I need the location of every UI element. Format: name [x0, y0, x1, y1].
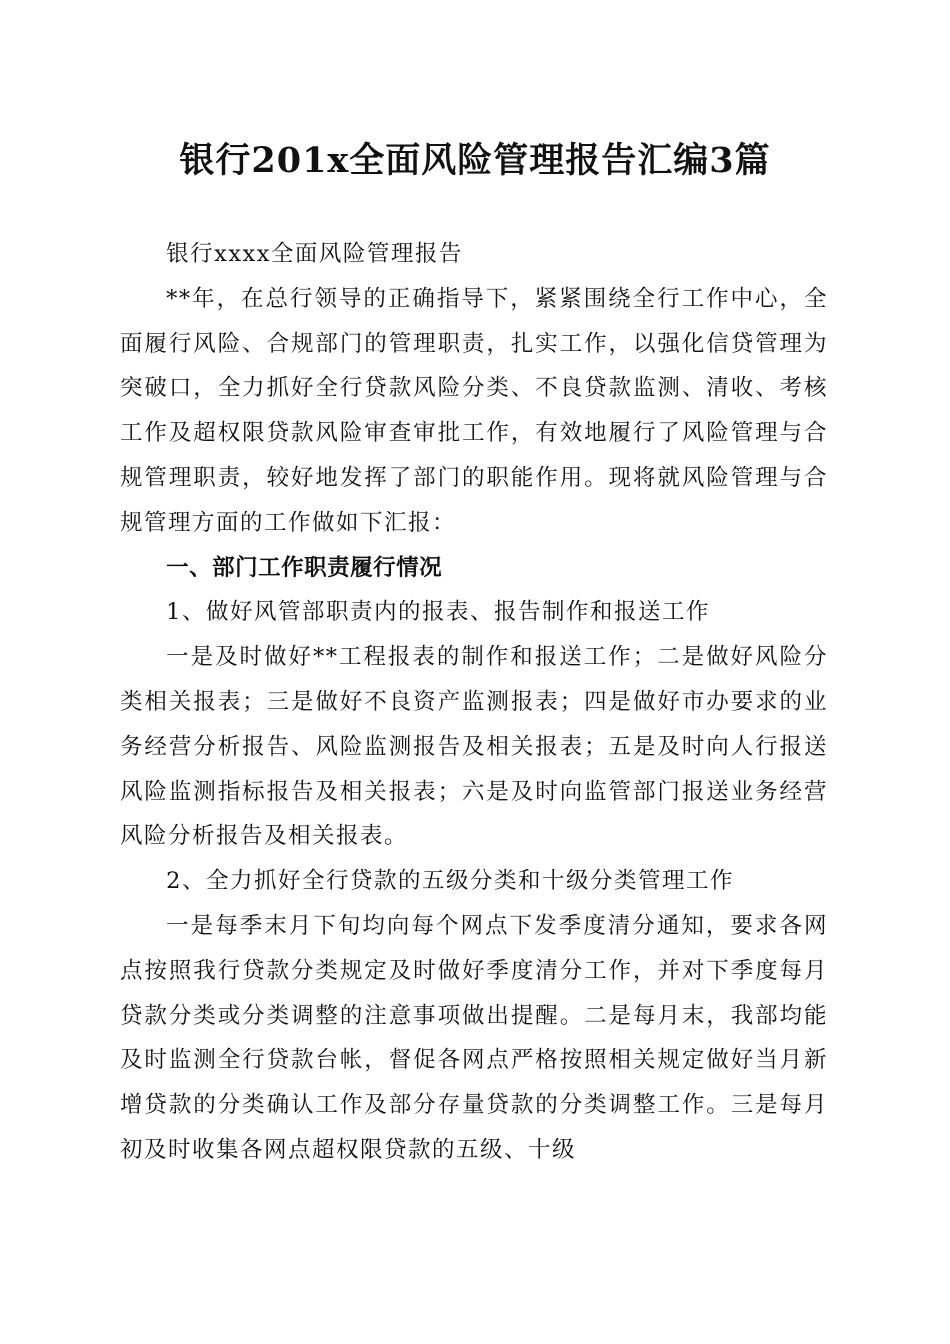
- subsection-heading: 2、全力抓好全行贷款的五级分类和十级分类管理工作: [166, 868, 734, 895]
- report-subtitle: 银行xxxx全面风险管理报告: [166, 241, 463, 267]
- body-paragraph: 一是及时做好**工程报表的制作和报送工作；二是做好风险分类相关报表；三是做好不良资产监测报表；四是做好市办要求的业务经营分析报告、风险监测报告及相关报表；五是及时向人行报送风险监测指标报告及相关报表；六是及时向监管部门报送业务经营风险分析报告及相关报表。: [120, 644, 828, 850]
- subsection-heading: 1、做好风管部职责内的报表、报告制作和报送工作: [166, 599, 710, 626]
- section-heading: 一、部门工作职责履行情况: [166, 554, 443, 581]
- body-paragraph: 一是每季末月下旬均向每个网点下发季度清分通知，要求各网点按照我行贷款分类规定及时做好季度清分工作，并对下季度每月贷款分类或分类调整的注意事项做出提醒。二是每月末，我部均能及时监测全行贷款台帐，督促各网点严格按照相关规定做好当月新增贷款的分类确认工作及部分存量贷款的分类调整工作。三是每月初及时收集各网点超权限贷款的五级、十级: [120, 912, 828, 1163]
- document-body: [120, 232, 828, 1173]
- intro-paragraph: **年，在总行领导的正确指导下，紧紧围绕全行工作中心，全面履行风险、合规部门的管理职责，扎实工作，以强化信贷管理为突破口，全力抓好全行贷款风险分类、不良贷款监测、清收、考核工作及超权限贷款风险审查审批工作，有效地履行了风险管理与合规管理职责，较好地发挥了部门的职能作用。现将就风险管理与合规管理方面的工作做如下汇报：: [120, 285, 828, 536]
- document-title: 银行201x全面风险管理报告汇编3篇: [179, 140, 771, 181]
